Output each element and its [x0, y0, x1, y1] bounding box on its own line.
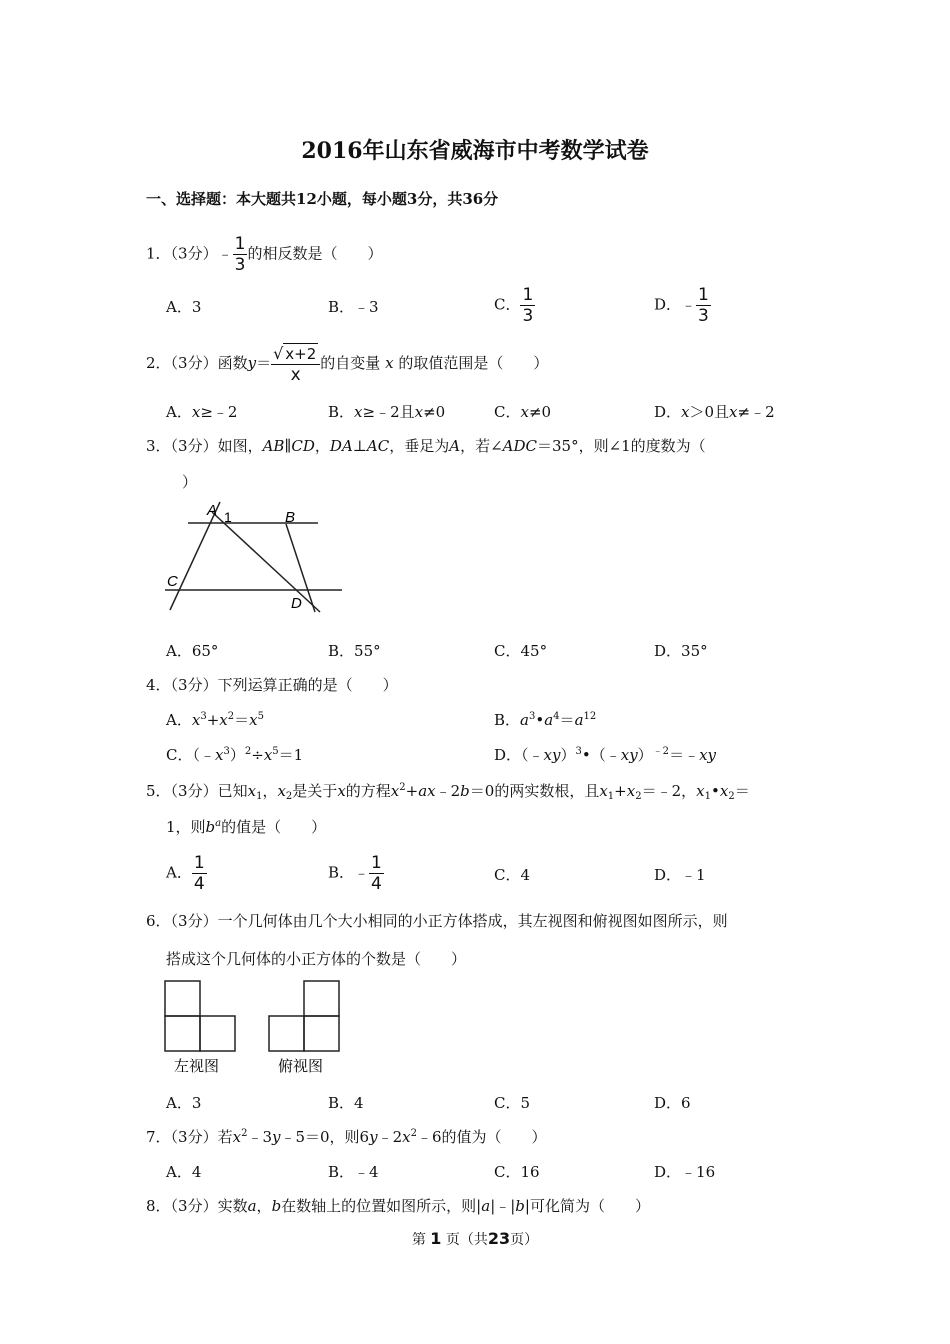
left-view-label: 左视图 — [174, 1058, 220, 1075]
cube-square — [165, 981, 200, 1016]
option-b: B．x≥﹣2且x≠0 — [328, 403, 446, 421]
option-c: C．5 — [494, 1094, 531, 1112]
option-b: B．﹣ $\frac{1}{4}$ — [328, 853, 382, 894]
option-d: D．（﹣xy）$^3$•（﹣xy）$^{﹣2}$＝﹣xy — [494, 746, 717, 764]
question-3: 3．（3分）如图，AB∥CD，DA⊥AC，垂足为A，若∠ADC＝35°，则∠1的度数为（ — [146, 437, 706, 455]
page-title: 2016年山东省威海市中考数学试卷 — [301, 138, 649, 164]
sqrt-fraction: $\frac{√ x+2}{x}$ — [271, 343, 320, 385]
page-total: 23 — [487, 1229, 511, 1248]
question-1 — [146, 234, 382, 275]
option-d: D．﹣ $\frac{1}{3}$ — [654, 285, 709, 326]
label-b: B — [285, 509, 296, 526]
minus-sign: ﹣ — [217, 244, 233, 263]
option-a: A． $\frac{1}{4}$ — [166, 853, 205, 894]
option-c: C．4 — [494, 866, 531, 884]
page-footer: 第 1 页（共23页） — [411, 1229, 539, 1248]
question-score: （3分） — [170, 244, 218, 263]
option-c: C．45° — [494, 642, 548, 660]
option-b: B．55° — [328, 642, 381, 660]
option-a: A．3 — [166, 1094, 202, 1112]
option-d: D．x＞0且x≠﹣2 — [654, 403, 775, 421]
label-1: 1 — [224, 509, 232, 525]
option-d: D．﹣1 — [654, 866, 706, 884]
question-6: 6．（3分）一个几何体由几个大小相同的小正方体搭成，其左视图和俯视图如图所示，则 — [146, 912, 728, 930]
option-a: A．4 — [166, 1163, 202, 1181]
section-heading: 一、选择题：本大题共12小题，每小题3分，共36分 — [146, 190, 499, 208]
question-2: 2．（3分）函数y＝ $\frac{√ x+2}{x}$ 的自变量 x 的取值范围是（ ） — [146, 344, 549, 385]
option-a: A．x≥﹣2 — [166, 403, 238, 421]
option-d: D．﹣16 — [654, 1163, 716, 1181]
cube-square — [304, 1016, 339, 1051]
option-c: C．x≠0 — [494, 403, 552, 421]
fraction: $\frac{1}{3}$ — [234, 234, 246, 275]
label-c: C — [167, 573, 178, 590]
label-d: D — [291, 595, 302, 612]
page-number: 1 — [430, 1229, 442, 1248]
question-7: 7．（3分）若$x^2﹣3y﹣5=0$，则$6y﹣2x^2﹣6$的值为（ ） — [146, 1128, 547, 1146]
option-c: C．$(﹣x^3)^2\div x^5=1$ — [166, 746, 304, 764]
option-b: B．$a^3•a^4=a^{12}$ — [494, 711, 597, 729]
option-d: D．6 — [654, 1094, 691, 1112]
question-number: 2． — [146, 354, 171, 372]
option-a: A．65° — [166, 642, 219, 660]
option-b: B．﹣3 — [328, 298, 379, 316]
cube-square — [269, 1016, 304, 1051]
cube-square — [165, 1016, 200, 1051]
views-figure — [160, 978, 350, 1078]
option-c: C． $\frac{1}{3}$ — [494, 285, 534, 326]
cube-square — [200, 1016, 235, 1051]
top-view-label: 俯视图 — [278, 1058, 324, 1075]
question-6-line2: 搭成这个几何体的小正方体的个数是（ ） — [166, 950, 467, 968]
question-5: 5．（3分）已知$x_1$，$x_2$是关于x的方程$x^2+ax﹣2b=0$的两实数根，且$x_1+x_2=﹣2$，$x_1•x_2=$ — [146, 782, 750, 802]
question-5-line2: 1，则$b^a$的值是（ ） — [166, 818, 327, 836]
option-a: A．3 — [166, 298, 202, 316]
question-4: 4．（3分）下列运算正确的是（ ） — [146, 676, 398, 694]
option-b: B．4 — [328, 1094, 364, 1112]
question-3-close: ） — [182, 473, 198, 491]
question-8: 8．（3分）实数a，b在数轴上的位置如图所示，则|a|﹣|b|可化简为（ ） — [146, 1197, 650, 1215]
question-text: 的相反数是（ ） — [247, 244, 383, 263]
option-b: B．﹣4 — [328, 1163, 379, 1181]
label-a: A — [207, 502, 218, 519]
cube-square — [304, 981, 339, 1016]
parallel-lines-figure — [160, 500, 350, 620]
option-d: D．35° — [654, 642, 708, 660]
option-a: A．$x^3+x^2=x^5$ — [166, 711, 264, 729]
question-number: 1． — [146, 244, 171, 263]
option-c: C．16 — [494, 1163, 540, 1181]
